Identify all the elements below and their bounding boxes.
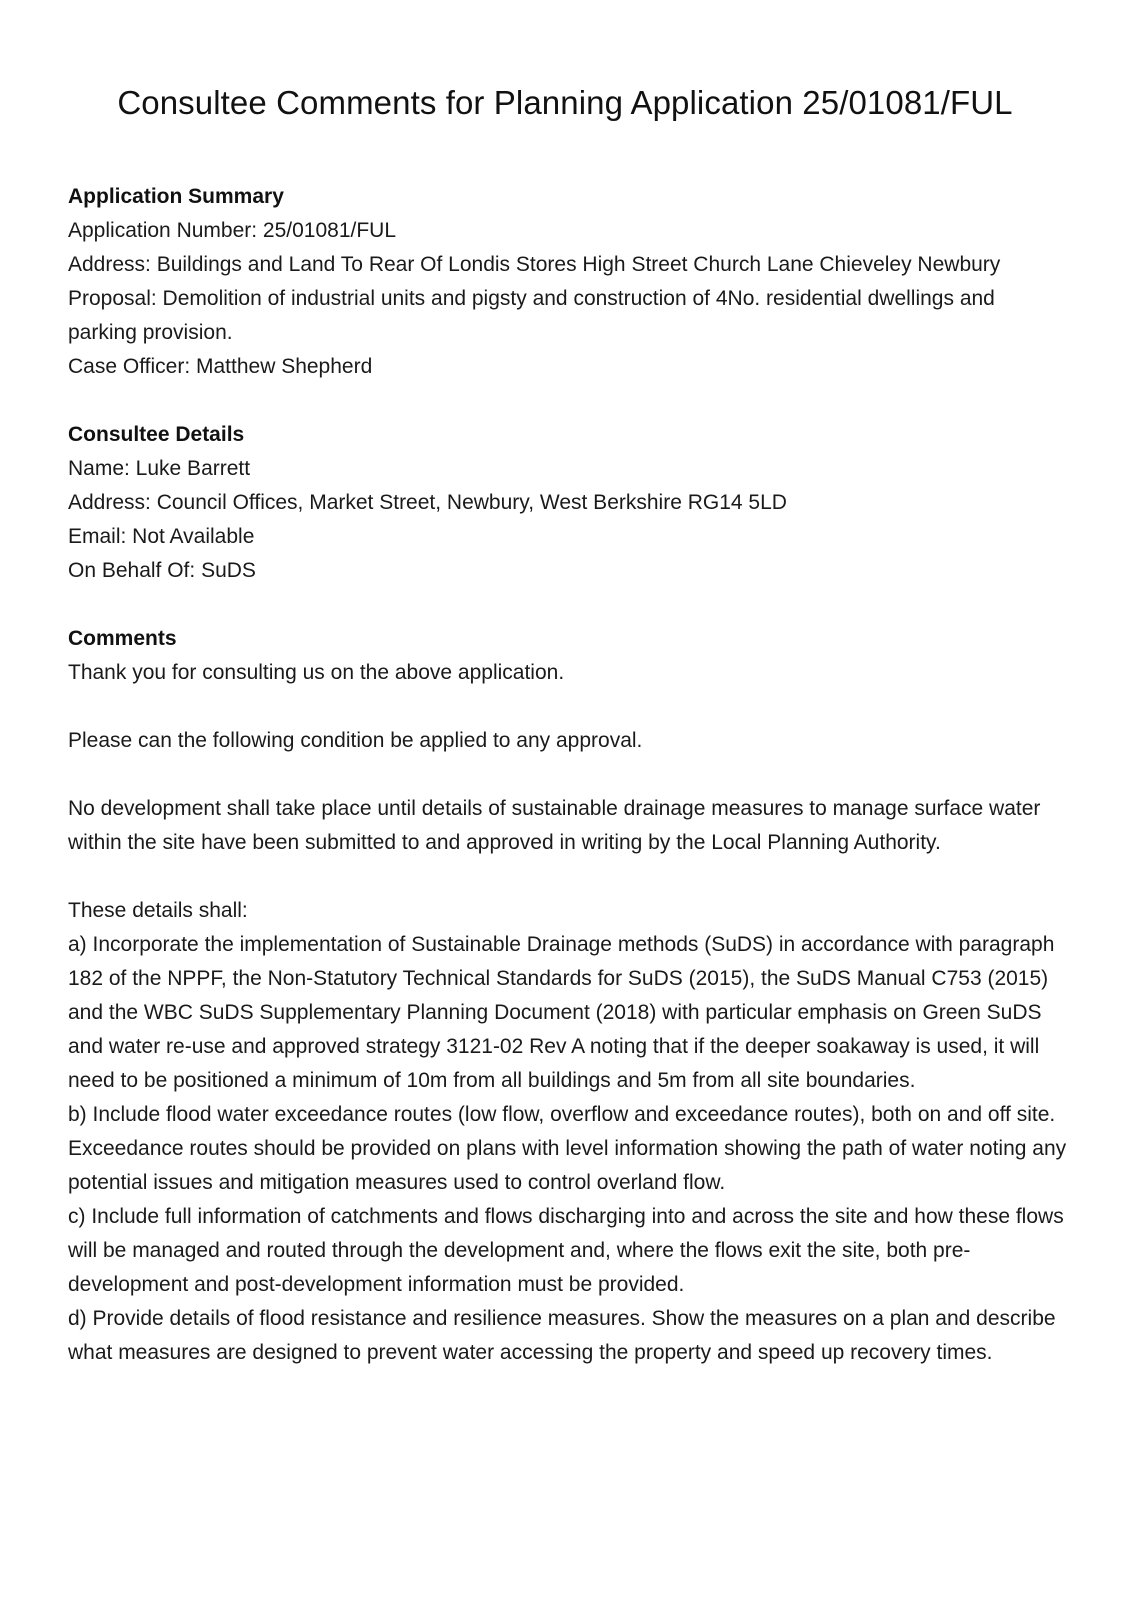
case-officer: Case Officer: Matthew Shepherd [68,355,373,378]
comments-heading: Comments [68,627,177,650]
consultee-email: Email: Not Available [68,525,255,548]
consultee-address: Address: Council Offices, Market Street, Newbury, West Berkshire RG14 5LD [68,491,787,514]
application-address: Address: Buildings and Land To Rear Of Londis Stores High Street Church Lane Chieveley Newbury [68,253,1001,276]
condition-item-c: c) Include full information of catchments and flows discharging into and across the site and how these flows will be managed and routed through the development and, where the flows exit the site, both pre-development and post-development information must be provided. [68,1205,1064,1296]
document-body [68,180,1068,1404]
comment-paragraph: Please can the following condition be applied to any approval. [68,729,643,752]
page-title: Consultee Comments for Planning Application 25/01081/FUL [117,84,1013,121]
consultee-on-behalf-of: On Behalf Of: SuDS [68,559,256,582]
application-proposal: Proposal: Demolition of industrial units and pigsty and construction of 4No. residential dwellings and parking provision. [68,287,995,344]
condition-item-d: d) Provide details of flood resistance and resilience measures. Show the measures on a plan and describe what measures are designed to prevent water accessing the property and speed up recovery times. [68,1307,1056,1364]
condition-item-a: a) Incorporate the implementation of Sustainable Drainage methods (SuDS) in accordance with paragraph 182 of the NPPF, the Non-Statutory Technical Standards for SuDS (2015), the SuDS Manual C753 (2015) and the WBC SuDS Supplementary Planning Document (2018) with particular emphasis on Green SuDS and water re-use and approved strategy 3121-02 Rev A noting that if the deeper soakaway is used, it will need to be positioned a minimum of 10m from all buildings and 5m from all site boundaries. [68,933,1055,1092]
condition-item-b: b) Include flood water exceedance routes (low flow, overflow and exceedance routes), both on and off site. Exceedance routes should be provided on plans with level information showing the path of water noting any potential issues and mitigation measures used to control overland flow. [68,1103,1067,1194]
comment-paragraph: Thank you for consulting us on the above application. [68,661,565,684]
consultee-name: Name: Luke Barrett [68,457,251,480]
application-summary-heading: Application Summary [68,185,284,208]
consultee-details-section [68,418,1068,588]
consultee-details-heading: Consultee Details [68,423,245,446]
application-summary-section [68,180,1068,384]
comment-paragraph: No development shall take place until details of sustainable drainage measures to manage surface water within the site have been submitted to and approved in writing by the Local Planning Authority. [68,797,1041,854]
comments-section [68,622,1068,1370]
details-intro: These details shall: [68,899,248,922]
application-number: Application Number: 25/01081/FUL [68,219,397,242]
